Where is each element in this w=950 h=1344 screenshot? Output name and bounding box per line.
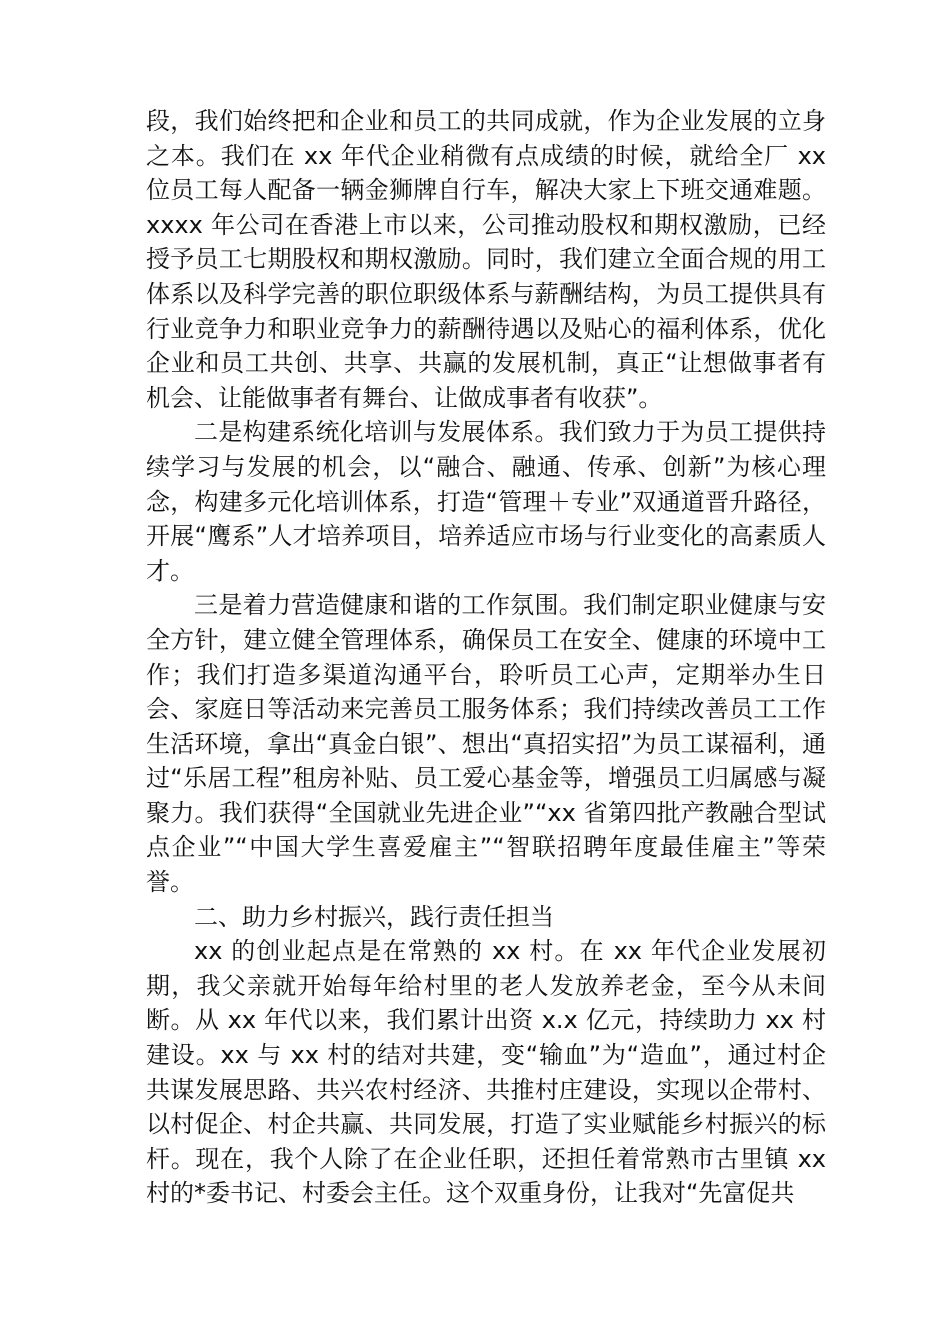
paragraph-1: 段，我们始终把和企业和员工的共同成就，作为企业发展的立身之本。我们在 xx 年代企业稍微有点成绩的时候，就给全厂 xx 位员工每人配备一辆金狮牌自行车，解决大家上下班交通难题。xxxx 年公司在香港上市以来，公司推动股权和期权激励，已经授予员工七期股权和期权激励。同时，我们建立全面合规的用工体系以及科学完善的职位职级体系与薪酬结构，为员工提供具有行业竞争力和职业竞争力的薪酬待遇以及贴心的福利体系，优化企业和员工共创、共享、共赢的发展机制，真正“让想做事者有机会、让能做事者有舞台、让做成事者有收获”。	[146, 107, 826, 412]
document-body	[146, 104, 826, 1211]
paragraph-4: xx 的创业起点是在常熟的 xx 村。在 xx 年代企业发展初期，我父亲就开始每年给村里的老人发放养老金，至今从未间断。从 xx 年代以来，我们累计出资 x.x 亿元，持续助力 xx 村建设。xx 与 xx 村的结对共建，变“输血”为“造血”，通过村企共谋发展思路、共兴农村经济、共推村庄建设，实现以企带村、以村促企、村企共赢、共同发展，打造了实业赋能乡村振兴的标杆。现在，我个人除了在企业任职，还担任着常熟市古里镇 xx 村的*委书记、村委会主任。这个双重身份，让我对“先富促共	[146, 937, 826, 1208]
section-heading: 二、助力乡村振兴，践行责任担当	[194, 902, 554, 931]
paragraph-3: 三是着力营造健康和谐的工作氛围。我们制定职业健康与安全方针，建立健全管理体系，确保员工在安全、健康的环境中工作；我们打造多渠道沟通平台，聆听员工心声，定期举办生日会、家庭日等活动来完善员工服务体系；我们持续改善员工工作生活环境，拿出“真金白银”、想出“真招实招”为员工谋福利，通过“乐居工程”租房补贴、员工爱心基金等，增强员工归属感与凝聚力。我们获得“全国就业先进企业”“xx 省第四批产教融合型试点企业”“中国大学生喜爱雇主”“智联招聘年度最佳雇主”等荣誉。	[146, 591, 826, 897]
paragraph-2: 二是构建系统化培训与发展体系。我们致力于为员工提供持续学习与发展的机会，以“融合、融通、传承、创新”为核心理念，构建多元化培训体系，打造“管理＋专业”双通道晋升路径，开展“鹰系”人才培养项目，培养适应市场与行业变化的高素质人才。	[146, 418, 826, 585]
